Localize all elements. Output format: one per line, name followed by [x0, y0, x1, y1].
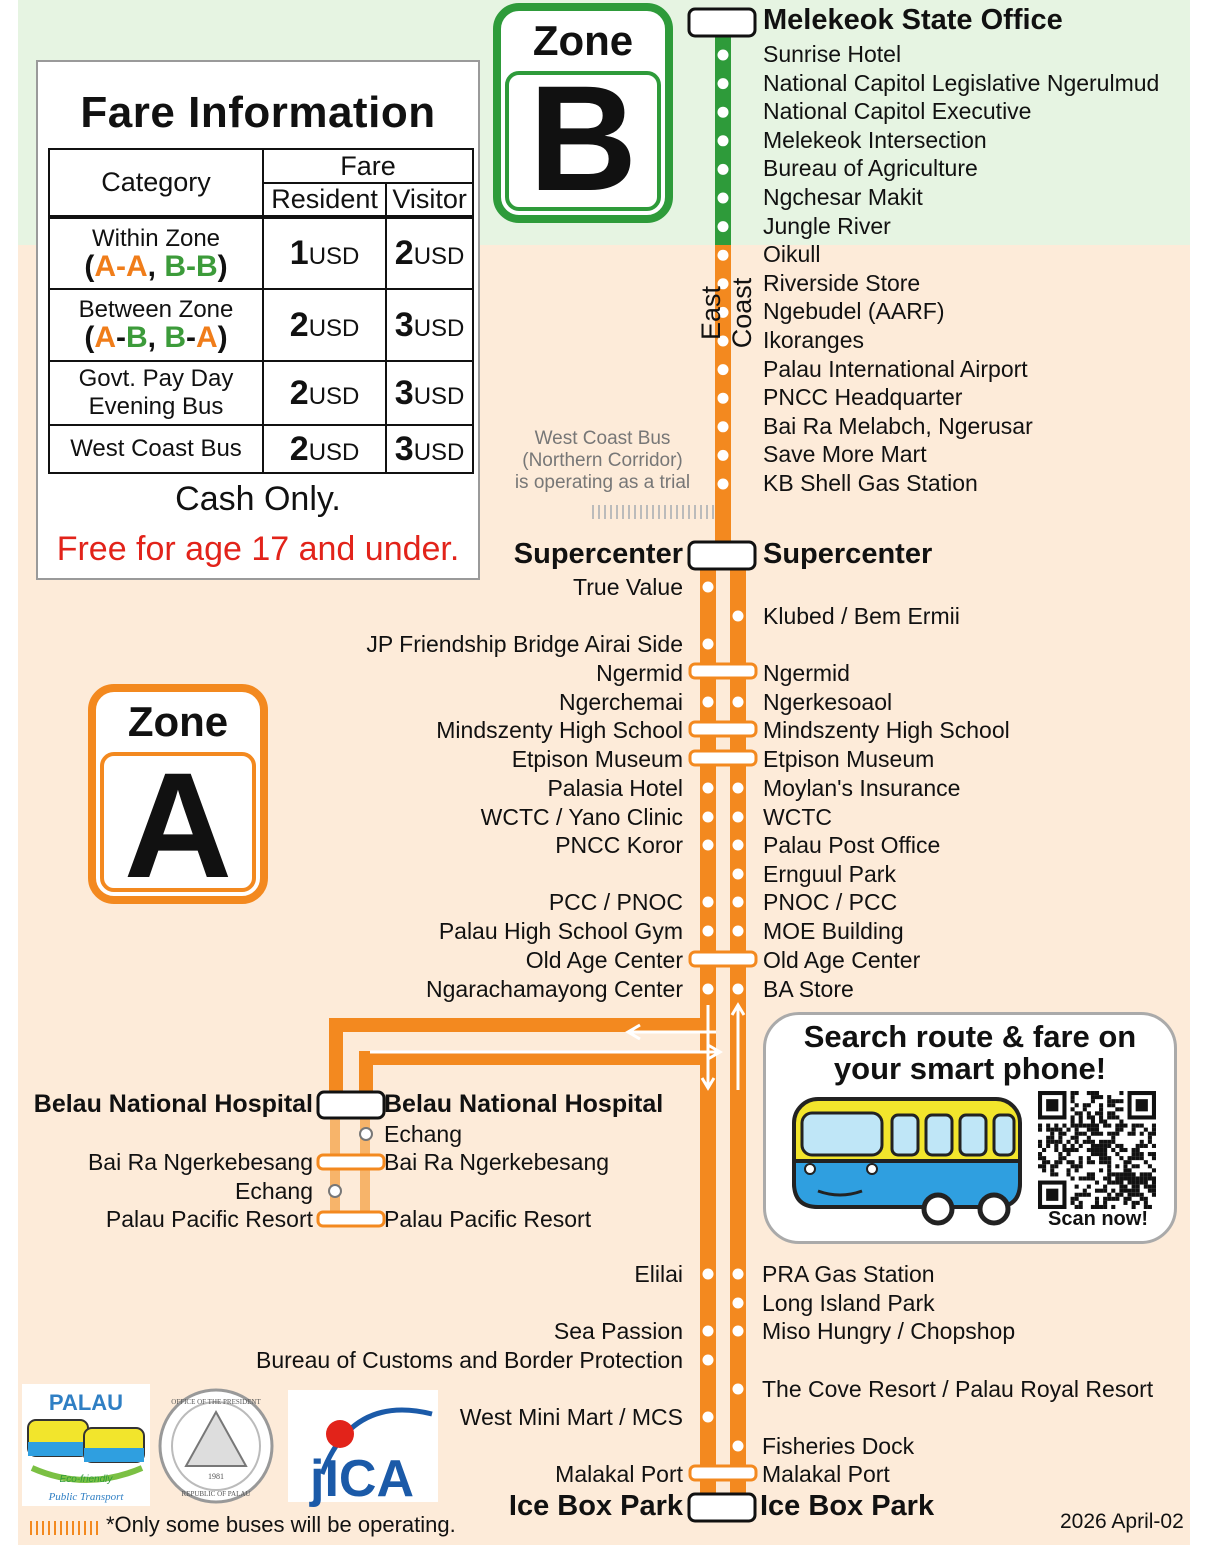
stop-label: Ngerchemai: [559, 689, 683, 715]
stop-label: Old Age Center: [525, 947, 683, 973]
stop-dot: [703, 926, 714, 937]
category-cell: [49, 361, 263, 425]
visitor-fare: 2USD: [386, 217, 473, 289]
zone-letter: B: [125, 321, 148, 354]
zone-letter: A: [196, 321, 218, 354]
stop-dot: [733, 1326, 744, 1337]
resident-fare: 2USD: [263, 425, 386, 473]
stop-dot: [703, 1412, 714, 1423]
stop-label: Belau National Hospital: [33, 1090, 313, 1118]
category-label: West Coast Bus: [70, 435, 242, 462]
stop-label: Echang: [234, 1178, 313, 1204]
echang-right-circle: [360, 1128, 372, 1140]
stop-label: West Mini Mart / MCS: [459, 1404, 683, 1430]
stop-dot: [733, 840, 744, 851]
stop-label: Save More Mart: [763, 441, 927, 468]
stop-dot: [718, 479, 729, 490]
stop-label: Malakal Port: [555, 1461, 683, 1487]
west-coast-trial-note: [500, 428, 705, 494]
stop-label: Bai Ra Ngerkebesang: [87, 1149, 313, 1175]
bar-etpison: [690, 751, 756, 765]
sponsor-logos: [22, 1384, 442, 1508]
fare-information-box: [36, 60, 480, 580]
terminal-melekeok: [689, 9, 755, 36]
stop-dot: [718, 164, 729, 175]
seal-year-text: 1981: [208, 1472, 224, 1481]
stop-dot: [733, 897, 744, 908]
east-coast-label: East Coast: [696, 277, 757, 349]
stop-label: Fisheries Dock: [762, 1433, 915, 1459]
stop-label: Ngermid: [763, 660, 850, 686]
bar-mindszenty: [690, 722, 756, 736]
header-visitor: Visitor: [386, 183, 473, 217]
stop-label: PCC / PNOC: [548, 889, 683, 915]
palau-logo-bottom-text: Public Transport: [48, 1491, 124, 1503]
stop-dot: [703, 1326, 714, 1337]
zone-dash: -: [186, 249, 196, 283]
table-row: [49, 361, 473, 425]
stop-dot: [718, 221, 729, 232]
category-label: Govt. Pay Day: [78, 365, 234, 392]
stop-label: PRA Gas Station: [762, 1261, 935, 1287]
search-route-panel: [763, 1012, 1177, 1244]
stop-dot: [718, 50, 729, 61]
echang-left-circle: [329, 1185, 341, 1197]
stop-label: KB Shell Gas Station: [763, 470, 978, 496]
stop-label: Palau High School Gym: [438, 918, 683, 944]
stop-label: Ngebudel (AARF): [763, 298, 945, 325]
stop-dot: [703, 582, 714, 593]
seal-top-text: OFFICE OF THE PRESIDENT: [171, 1398, 261, 1406]
office-of-president-seal: [160, 1390, 272, 1502]
stop-label: PNCC Headquarter: [763, 384, 963, 411]
stop-label: Ikoranges: [763, 327, 865, 353]
category-label: Within Zone: [91, 224, 221, 252]
zone-open: (: [84, 249, 95, 283]
stop-label: Etpison Museum: [763, 746, 935, 772]
category-label: Evening Bus: [88, 393, 224, 420]
bar-ngermid: [690, 664, 756, 678]
header-fare: Fare: [263, 149, 473, 183]
stop-dot: [733, 611, 744, 622]
stop-label: Bureau of Agriculture: [763, 155, 978, 182]
zone-a-word: Zone: [127, 698, 229, 745]
scan-now-label: Scan now!: [1047, 1208, 1148, 1230]
palau-eco-transport-logo: [22, 1384, 150, 1506]
stop-label: Miso Hungry / Chopshop: [762, 1318, 1016, 1344]
table-row: [49, 425, 473, 473]
bar-ppr: [318, 1212, 384, 1226]
stop-dot: [718, 107, 729, 118]
zone-close: ): [217, 249, 228, 283]
stop-dot: [703, 897, 714, 908]
bus-icon: [788, 1091, 1028, 1227]
zone-dash: -: [186, 321, 196, 354]
search-heading-line: Search route & fare on: [803, 1019, 1137, 1054]
stop-label: Bai Ra Ngerkebesang: [384, 1149, 610, 1175]
header-resident: Resident: [263, 183, 386, 217]
stop-dot: [703, 1269, 714, 1280]
stop-label: Echang: [384, 1121, 463, 1147]
stop-label: JP Friendship Bridge Airai Side: [366, 631, 683, 657]
terminal-supercenter: [689, 542, 755, 569]
zone-pairs: [84, 321, 227, 354]
stop-dot: [718, 421, 729, 432]
stop-dot: [733, 783, 744, 794]
zone-dash: -: [115, 249, 126, 283]
terminal-icebox: [689, 1494, 755, 1521]
stop-label: Ngchesar Makit: [763, 184, 923, 210]
stop-label: Bureau of Customs and Border Protection: [255, 1347, 683, 1373]
category-cell: [49, 425, 263, 473]
stop-label: Ice Box Park: [508, 1490, 683, 1522]
bar-bai-ra: [318, 1155, 384, 1169]
stop-label: Palau Pacific Resort: [105, 1206, 313, 1232]
zone-pairs: [84, 250, 227, 283]
footnote: [28, 1512, 456, 1538]
zone-close: ): [217, 321, 228, 354]
stop-dot: [718, 193, 729, 204]
stop-label: Riverside Store: [763, 269, 921, 296]
stop-dot: [703, 639, 714, 650]
zone-b-badge: [493, 3, 673, 223]
stop-label: True Value: [573, 574, 683, 600]
stop-label: Malakal Port: [762, 1461, 890, 1487]
stop-label: Palau Pacific Resort: [384, 1206, 592, 1232]
stop-dot: [733, 869, 744, 880]
note-line: (Northern Corridor): [522, 450, 683, 471]
zone-comma: ,: [147, 249, 165, 283]
bar-old-age: [690, 952, 756, 966]
visitor-fare: 3USD: [386, 289, 473, 361]
branch-down-arrows: [702, 1005, 744, 1090]
resident-fare: 2USD: [263, 289, 386, 361]
stop-label: Palasia Hotel: [547, 775, 683, 801]
zone-letter: A: [125, 249, 148, 283]
stop-label: Klubed / Bem Ermii: [763, 603, 960, 629]
stop-dot: [733, 1298, 744, 1309]
stop-label: The Cove Resort / Palau Royal Resort: [762, 1376, 1154, 1402]
stop-label: Moylan's Insurance: [763, 775, 961, 801]
header-category: Category: [49, 149, 263, 217]
search-heading-line: your smart phone!: [833, 1051, 1107, 1086]
stop-label: Belau National Hospital: [384, 1090, 664, 1118]
zone-open: (: [84, 321, 95, 354]
stop-label: Supercenter: [763, 538, 933, 570]
free-age-note: Free for age 17 and under.: [56, 530, 460, 568]
stop-dot: [703, 812, 714, 823]
stop-dot: [703, 840, 714, 851]
category-cell: [49, 289, 263, 361]
stop-label: Sunrise Hotel: [763, 41, 902, 67]
zone-a-letter: A: [123, 741, 233, 909]
zone-b-word: Zone: [532, 17, 634, 64]
visitor-fare: 3USD: [386, 361, 473, 425]
category-cell: [49, 217, 263, 289]
visitor-fare: 3USD: [386, 425, 473, 473]
table-row: [49, 289, 473, 361]
stop-label: WCTC: [763, 804, 832, 830]
terminal-hospital: [318, 1092, 384, 1118]
search-heading: [766, 1021, 1174, 1085]
stop-dot: [718, 393, 729, 404]
stop-dot: [718, 78, 729, 89]
stop-dot: [733, 1384, 744, 1395]
stop-label: Supercenter: [513, 538, 683, 570]
stop-label: BA Store: [763, 976, 854, 1002]
stop-dot: [733, 1441, 744, 1452]
zone-a-badge: [88, 684, 268, 909]
table-row: [49, 217, 473, 289]
stop-label: Palau International Airport: [763, 355, 1028, 382]
stop-dot: [733, 984, 744, 995]
note-line: West Coast Bus: [534, 428, 671, 449]
stop-label: National Capitol Legislative Ngerulmud: [763, 69, 1160, 96]
stop-dot: [718, 450, 729, 461]
stop-label: Melekeok State Office: [763, 4, 1063, 36]
stop-label: WCTC / Yano Clinic: [480, 804, 683, 830]
stop-label: Palau Post Office: [763, 832, 941, 858]
footnote-text: *Only some buses will be operating.: [106, 1512, 456, 1537]
zone-letter: A: [94, 321, 116, 354]
stop-dot: [718, 135, 729, 146]
zone-letter: B: [164, 249, 186, 283]
stop-label: Sea Passion: [553, 1318, 683, 1344]
zone-letter: B: [196, 249, 218, 283]
jica-logo: [288, 1390, 438, 1508]
fare-table: [48, 148, 474, 474]
palau-logo-text: PALAU: [48, 1390, 124, 1415]
zone-dash: -: [115, 321, 126, 354]
stop-label: Old Age Center: [763, 947, 921, 973]
stop-dot: [733, 812, 744, 823]
stop-label: National Capitol Executive: [763, 98, 1032, 125]
stop-label: Ngerkesoaol: [763, 689, 893, 715]
stop-label: Ernguul Park: [763, 861, 896, 887]
stop-label: PNOC / PCC: [763, 889, 898, 915]
stop-dot: [703, 1355, 714, 1366]
stop-label: Elilai: [634, 1261, 683, 1287]
stop-dot: [733, 697, 744, 708]
zone-comma: ,: [147, 321, 165, 354]
palau-logo-subtext: Eco-friendly: [59, 1474, 113, 1485]
stop-dot: [703, 783, 714, 794]
zone-letter: B: [164, 321, 186, 354]
qr-code-icon[interactable]: [1038, 1091, 1156, 1209]
stop-label: Mindszenty High School: [436, 717, 683, 743]
stop-label: Etpison Museum: [511, 746, 683, 772]
cash-only-note: Cash Only.: [175, 480, 341, 518]
stop-label: Long Island Park: [762, 1290, 935, 1316]
jica-logo-text: jICA: [310, 1450, 414, 1508]
resident-fare: 2USD: [263, 361, 386, 425]
fare-title: Fare Information: [80, 88, 436, 137]
stop-label: Ngarachamayong Center: [426, 976, 683, 1002]
stop-label: Ngermid: [596, 660, 683, 686]
seal-bottom-text: REPUBLIC OF PALAU: [181, 1490, 251, 1498]
stop-label: Ice Box Park: [760, 1490, 935, 1522]
zone-letter: A: [94, 249, 116, 283]
bar-malakal: [690, 1466, 756, 1480]
stop-dot: [703, 984, 714, 995]
stop-dot: [733, 1269, 744, 1280]
zone-b-letter: B: [528, 54, 638, 222]
stop-label: Melekeok Intersection: [763, 126, 987, 153]
stop-label: Oikull: [763, 241, 821, 268]
stop-label: Jungle River: [763, 212, 891, 239]
stop-dot: [733, 926, 744, 937]
stop-label: MOE Building: [763, 918, 904, 944]
stop-label: PNCC Koror: [555, 832, 683, 858]
category-label: Between Zone: [78, 296, 234, 323]
note-line: is operating as a trial: [514, 472, 691, 493]
date-label: 2026 April-02: [1060, 1510, 1184, 1533]
stop-dot: [703, 697, 714, 708]
stop-label: Bai Ra Melabch, Ngerusar: [763, 412, 1033, 439]
stop-label: Mindszenty High School: [763, 717, 1010, 743]
resident-fare: 1USD: [263, 217, 386, 289]
